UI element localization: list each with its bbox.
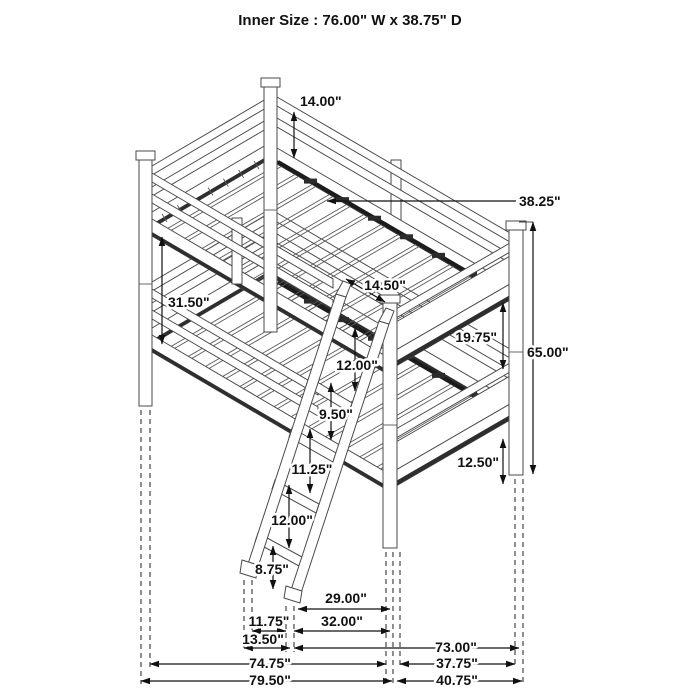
dim-end-outer-width bbox=[397, 672, 522, 688]
dim-label: 31.50" bbox=[168, 294, 210, 310]
dim-end-inner-width bbox=[400, 655, 515, 671]
dim-side-inner-length bbox=[294, 639, 519, 655]
dim-label: 14.50" bbox=[364, 277, 406, 293]
dim-label: 12.00" bbox=[336, 357, 378, 373]
dim-label: 14.00" bbox=[300, 93, 342, 109]
dim-overall-height bbox=[519, 222, 569, 474]
dim-label: 38.25" bbox=[519, 193, 561, 209]
dim-label: 11.75" bbox=[248, 613, 290, 629]
dim-label: 9.50" bbox=[319, 406, 353, 422]
dim-label: 19.75" bbox=[455, 329, 497, 345]
dim-label: 13.50" bbox=[242, 631, 284, 647]
dim-ladder-feet-inner bbox=[249, 613, 290, 631]
dim-label: 37.75" bbox=[436, 655, 478, 671]
dim-label: 12.00" bbox=[271, 512, 313, 528]
dim-label: 74.75" bbox=[249, 655, 291, 671]
dim-overall-length bbox=[141, 672, 392, 688]
dim-label: 79.50" bbox=[249, 672, 291, 688]
dim-side-outer-length bbox=[150, 655, 386, 671]
dim-label: 32.00" bbox=[321, 613, 363, 629]
dim-ladder-to-right-leg-outer bbox=[294, 613, 390, 631]
dim-label: 11.25" bbox=[291, 461, 333, 477]
dim-label: 65.00" bbox=[527, 344, 569, 360]
dim-label: 40.75" bbox=[436, 672, 478, 688]
dim-label: 29.00" bbox=[325, 590, 367, 606]
dim-ladder-to-right-leg bbox=[298, 590, 390, 609]
dim-ladder-feet-outer bbox=[242, 631, 290, 648]
dim-label: 12.50" bbox=[457, 454, 499, 470]
dim-label: 73.00" bbox=[435, 639, 477, 655]
dim-label: 8.75" bbox=[255, 561, 289, 577]
inner-size-title: Inner Size : 76.00" W x 38.75" D bbox=[238, 12, 462, 29]
